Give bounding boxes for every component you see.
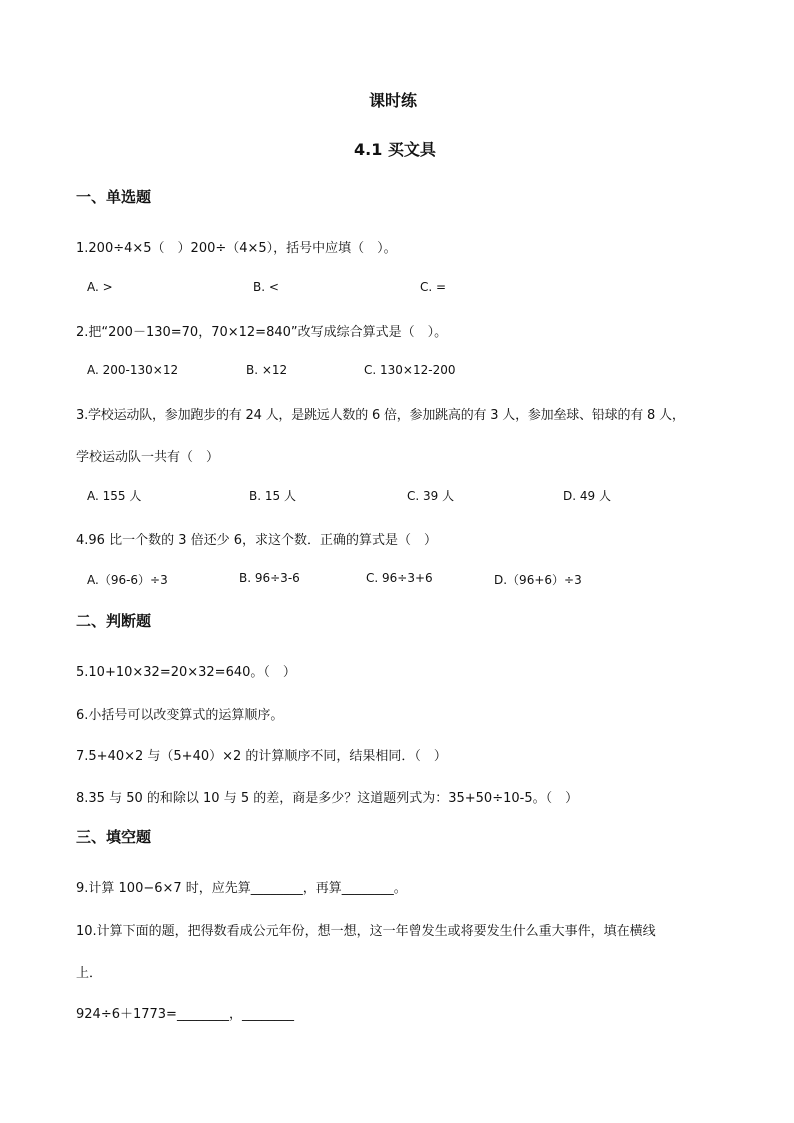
- question-10-line-1: 10.计算下面的题，把得数看成公元年份，想一想，这一年曾发生或将要发生什么重大事件，填在横线: [76, 924, 656, 939]
- question-1: 1.200÷4×5（ ）200÷（4×5），括号中应填（ ）。: [76, 241, 397, 256]
- section-single-choice: 一、单选题: [76, 188, 152, 206]
- question-8: 8.35 与 50 的和除以 10 与 5 的差，商是多少？这道题列式为：35+50÷10-5。（ ）: [76, 791, 579, 806]
- question-7: 7.5+40×2 与（5+40）×2 的计算顺序不同，结果相同．（ ）: [76, 749, 447, 764]
- question-5: 5.10+10×32=20×32=640。（ ）: [76, 665, 296, 680]
- q2-option-b: B. ×12: [246, 363, 288, 377]
- question-4: 4.96 比一个数的 3 倍还少 6，求这个数．正确的算式是（ ）: [76, 533, 438, 548]
- q3-option-c: C. 39 人: [407, 489, 455, 503]
- q2-option-c: C. 130×12-200: [364, 363, 456, 377]
- question-9: 9.计算 100−6×7 时，应先算________，再算________。: [76, 881, 407, 896]
- question-3-line-1: 3.学校运动队，参加跑步的有 24 人，是跳远人数的 6 倍，参加跳高的有 3 人，参加垒球、铅球的有 8 人，: [76, 408, 685, 423]
- q1-option-b: B. <: [253, 280, 279, 294]
- q4-option-b: B. 96÷3-6: [239, 571, 300, 585]
- q2-option-a: A. 200-130×12: [87, 363, 179, 377]
- question-10-line-2: 上．: [76, 966, 103, 981]
- q1-option-c: C. =: [420, 280, 447, 294]
- page-title: 课时练: [369, 91, 418, 110]
- question-2: 2.把“200－130=70，70×12=840”改写成综合算式是（ ）。: [76, 325, 448, 340]
- q3-option-a: A. 155 人: [87, 489, 142, 503]
- q4-option-a: A.（96-6）÷3: [87, 573, 168, 587]
- section-true-false: 二、判断题: [76, 612, 152, 630]
- section-fill-blank: 三、填空题: [76, 828, 152, 846]
- question-10-line-3: 924÷6＋1773=________，________: [76, 1007, 294, 1022]
- question-3-line-2: 学校运动队一共有（ ）: [76, 450, 220, 465]
- lesson-subtitle: 4.1 买文具: [354, 140, 436, 159]
- q3-option-d: D. 49 人: [563, 489, 611, 503]
- question-6: 6.小括号可以改变算式的运算顺序。: [76, 708, 284, 723]
- q4-option-c: C. 96÷3+6: [366, 571, 433, 585]
- q1-option-a: A. >: [87, 280, 113, 294]
- q4-option-d: D.（96+6）÷3: [494, 573, 582, 587]
- q3-option-b: B. 15 人: [249, 489, 296, 503]
